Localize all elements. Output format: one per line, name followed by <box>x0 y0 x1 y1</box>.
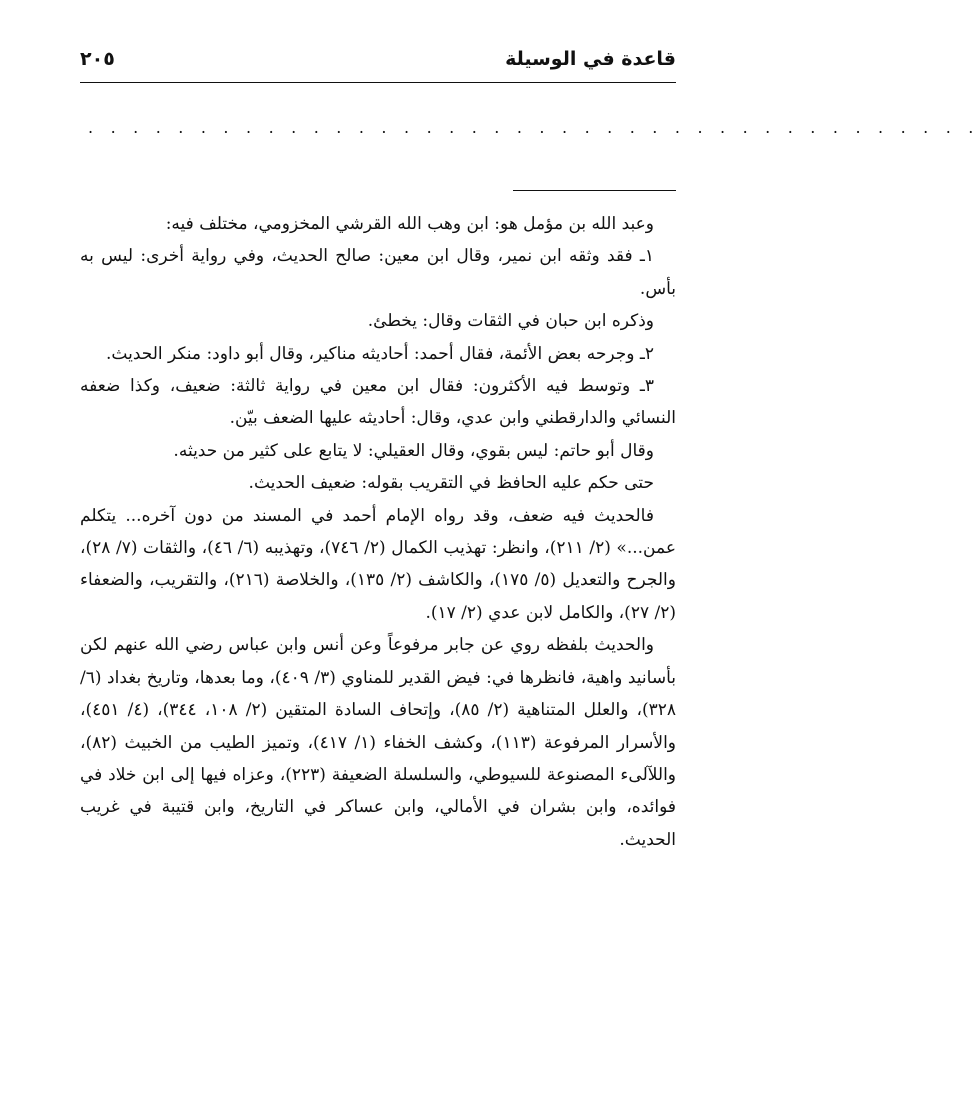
omission-dots: . . . . . . . . . . . . . . . . . . . . . . . . . . . . . . . . . . . . . . . . <box>88 118 980 137</box>
paragraph-narrator-intro: وعبد الله بن مؤمل هو: ابن وهب الله القرشي المخزومي، مختلف فيه: <box>165 214 654 234</box>
paragraph-abu-hatim: وقال أبو حاتم: ليس بقوي، وقال العقيلي: لا يتابع على كثير من حديثه. <box>173 440 654 461</box>
page-number: ٢٠٥ <box>80 48 115 70</box>
paragraph-criticism: ٢ـ وجرحه بعض الأئمة، فقال أحمد: أحاديثه مناكير، وقال أبو داود: منكر الحديث. <box>106 343 654 364</box>
paragraph-references: فالحديث فيه ضعف، وقد رواه الإمام أحمد في المسند من دون آخره... يتكلم عمن...» (٢/ ٢١١)، وانظر: تهذيب الكمال (٢/ ٧٤٦)، وتهذيبه (٦/ ٤٦)، والثقات (٧/ ٢٨)، والجرح والتعديل (٥/ ١٧٥)، والكاشف (٢/ ١٣٥)، والخلاصة (٢١٦)، والتقريب، والضعفاء (٢/ ٢٧)، والكامل لابن عدي (٢/ ١٧). <box>80 505 676 623</box>
paragraph-middle-view: ٣ـ وتوسط فيه الأكثرون: فقال ابن معين في رواية ثالثة: ضعيف، وكذا ضعفه النسائي والدارقطني وابن عدي، وقال: أحاديثه عليها الضعف بيّن. <box>80 376 676 429</box>
page-header <box>80 46 676 78</box>
footnote-divider <box>513 190 676 191</box>
header-divider <box>80 82 676 83</box>
running-title: قاعدة في الوسيلة <box>505 48 676 70</box>
paragraph-praise: ١ـ فقد وثقه ابن نمير، وقال ابن معين: صالح الحديث، وفي رواية أخرى: ليس به بأس. <box>80 246 676 299</box>
paragraph-ibn-hibban: وذكره ابن حبان في الثقات وقال: يخطئ. <box>367 311 654 332</box>
footnote-body <box>80 208 676 856</box>
paragraph-other-chains: والحديث بلفظه روي عن جابر مرفوعاً وعن أنس وابن عباس رضي الله عنهم لكن بأسانيد واهية، فانظرها في: فيض القدير للمناوي (٣/ ٤٠٩)، وما بعدها، وتاريخ بغداد (٦/ ٣٢٨)، والعلل المتناهية (٢/ ٨٥)، وإتحاف السادة المتقين (٢/ ١٠٨، ٣٤٤)، (٤/ ٤٥١)، والأسرار المرفوعة (١١٣)، وكشف الخفاء (١/ ٤١٧)، وتميز الطيب من الخبيث (٨٢)، واللآلىء المصنوعة للسيوطي، والسلسلة الضعيفة (٢٢٣)، وعزاه فيها إلى ابن خلاد في فوائده، وابن بشران في الأمالي، وابن عساكر في التاريخ، وابن قتيبة في غريب الحديث. <box>80 635 677 850</box>
paragraph-verdict: حتى حكم عليه الحافظ في التقريب بقوله: ضعيف الحديث. <box>248 473 654 494</box>
